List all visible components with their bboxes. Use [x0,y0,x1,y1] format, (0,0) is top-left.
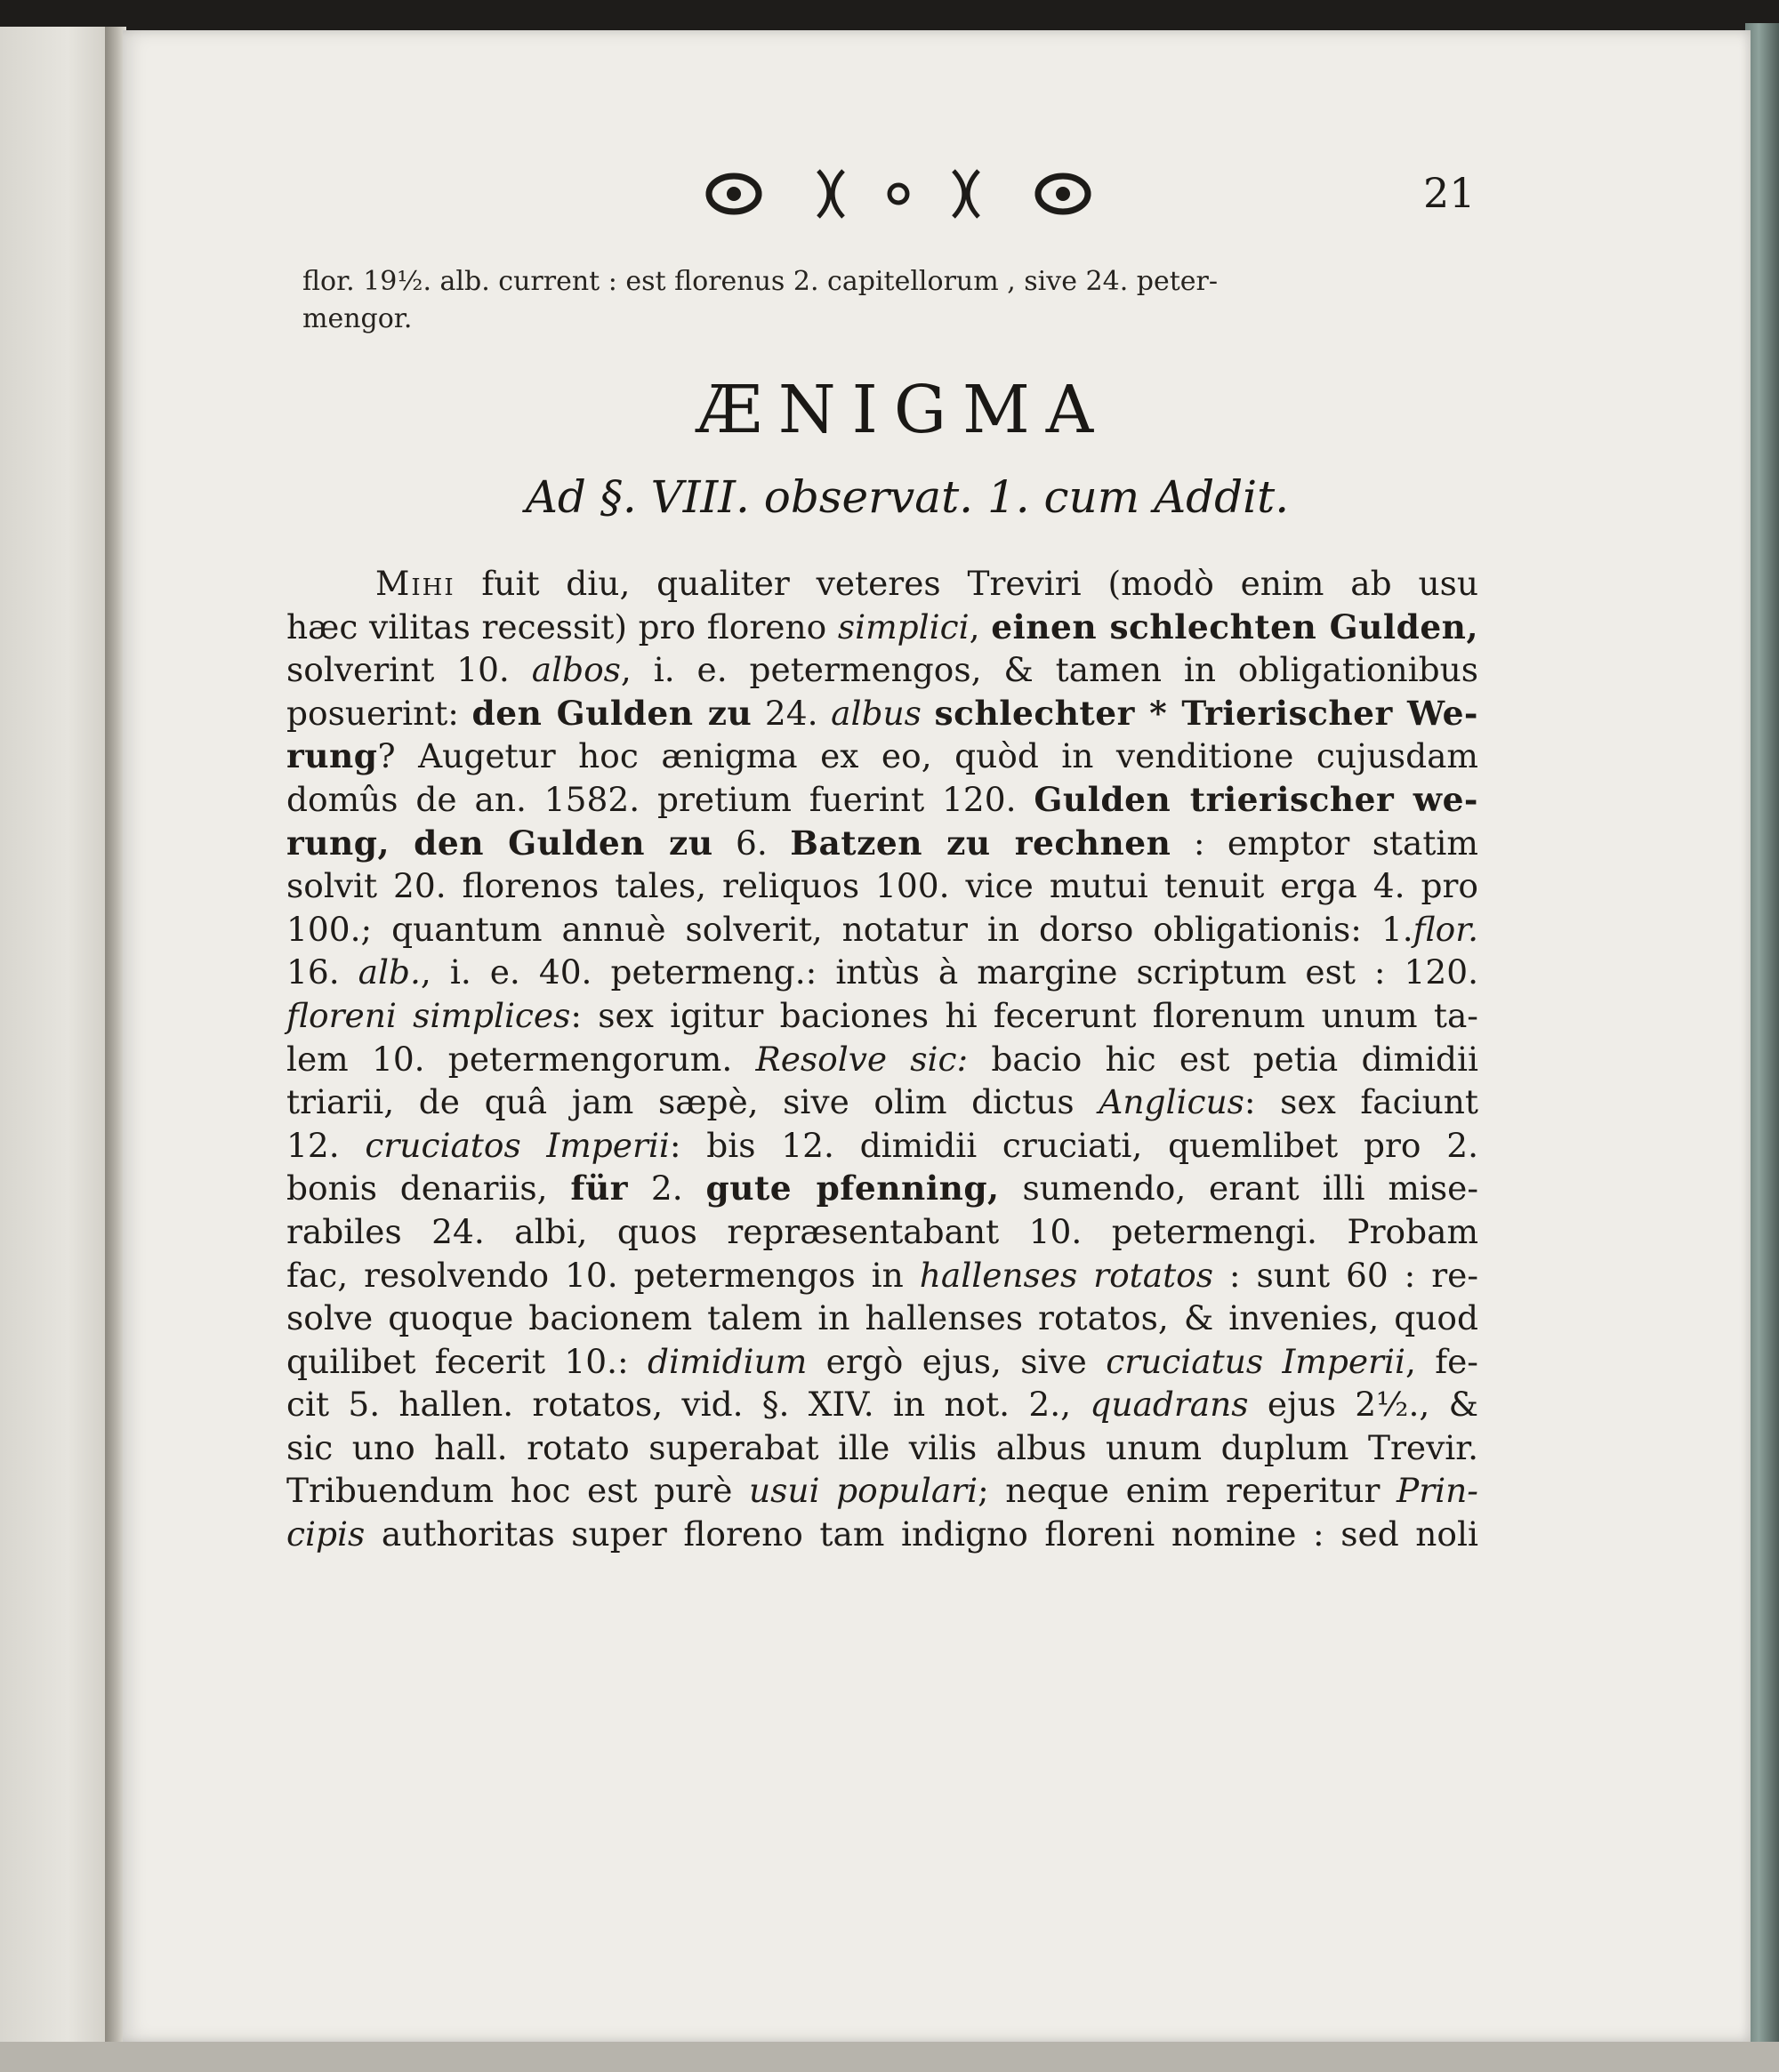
scan-border-bottom [0,2042,1779,2072]
page-number: 21 [1423,169,1476,217]
text-line: posuerint: den Gulden zu 24. albus schlechter * Trierischer We- [286,693,1478,733]
flower-ornament-icon [703,169,765,219]
text-line: cit 5. hallen. rotatos, vid. §. XIV. in not. 2., quadrans ejus 2½., & [286,1385,1478,1425]
text-line: rung? Augetur hoc ænigma ex eo, quòd in venditione cujusdam [286,736,1478,776]
bracket-ornament-icon [801,167,996,221]
footnote-line: mengor. [302,303,413,334]
text-line: cipis authoritas super floreno tam indigno floreni nomine : sed noli [286,1514,1478,1554]
footnote-line: flor. 19½. alb. current : est florenus 2. capitellorum , sive 24. peter- [302,266,1219,297]
text-line: fac, resolvendo 10. petermengos in hallenses rotatos : sunt 60 : re- [286,1255,1478,1295]
text-line: 16. alb., i. e. 40. petermeng.: intùs à margine scriptum est : 120. [286,952,1479,992]
text-line: solvit 20. florenos tales, reliquos 100. vice mutui tenuit erga 4. pro [286,866,1478,906]
text-line: solve quoque bacionem talem in hallenses rotatos, & invenies, quod [286,1298,1478,1338]
text-line: domûs de an. 1582. pretium fuerint 120. Gulden trierischer we- [286,779,1478,819]
text-line: triarii, de quâ jam sæpè, sive olim dictus Anglicus: sex faciunt [286,1082,1478,1122]
body-text [286,562,1478,1556]
text-line: bonis denariis, für 2. gute pfenning, sumendo, erant illi mise- [286,1169,1479,1209]
text-line: solverint 10. albos, i. e. petermengos, & tamen in obligationibus [286,650,1479,690]
text-line: Tribuendum hoc est purè usui populari; neque enim reperitur Prin- [286,1471,1478,1511]
facing-page-edge [0,27,116,2045]
running-head-ornament [703,167,1094,221]
text-line: rung, den Gulden zu 6. Batzen zu rechnen : emptor statim [286,823,1478,863]
text-line: floreni simplices: sex igitur baciones hi fecerunt florenum unum ta- [286,995,1478,1035]
text-line: quilibet fecerit 10.: dimidium ergò ejus, sive cruciatus Imperii, fe- [286,1341,1478,1381]
text-line: 12. cruciatos Imperii: bis 12. dimidii cruciati, quemlibet pro 2. [286,1125,1478,1165]
flower-ornament-icon [1032,169,1094,219]
footnote-continuation [302,263,1494,338]
section-subtitle: Ad §. VIII. observat. 1. cum Addit. [525,471,1290,523]
section-title: ÆNIGMA [696,372,1110,448]
text-line: lem 10. petermengorum. Resolve sic: bacio hic est petia dimidii [286,1039,1478,1079]
text-line: hæc vilitas recessit) pro floreno simplici, einen schlechten Gulden, [286,606,1478,646]
text-line: rabiles 24. albi, quos repræsentabant 10. petermengi. Probam [286,1211,1478,1251]
text-line: sic uno hall. rotato superabat ille vilis albus unum duplum Trevir. [286,1427,1478,1467]
text-line: 100.; quantum annuè solverit, notatur in dorso obligationis: 1.flor. [286,909,1478,949]
text-line: Mihi fuit diu, qualiter veteres Treviri (modò enim ab usu [375,564,1478,603]
